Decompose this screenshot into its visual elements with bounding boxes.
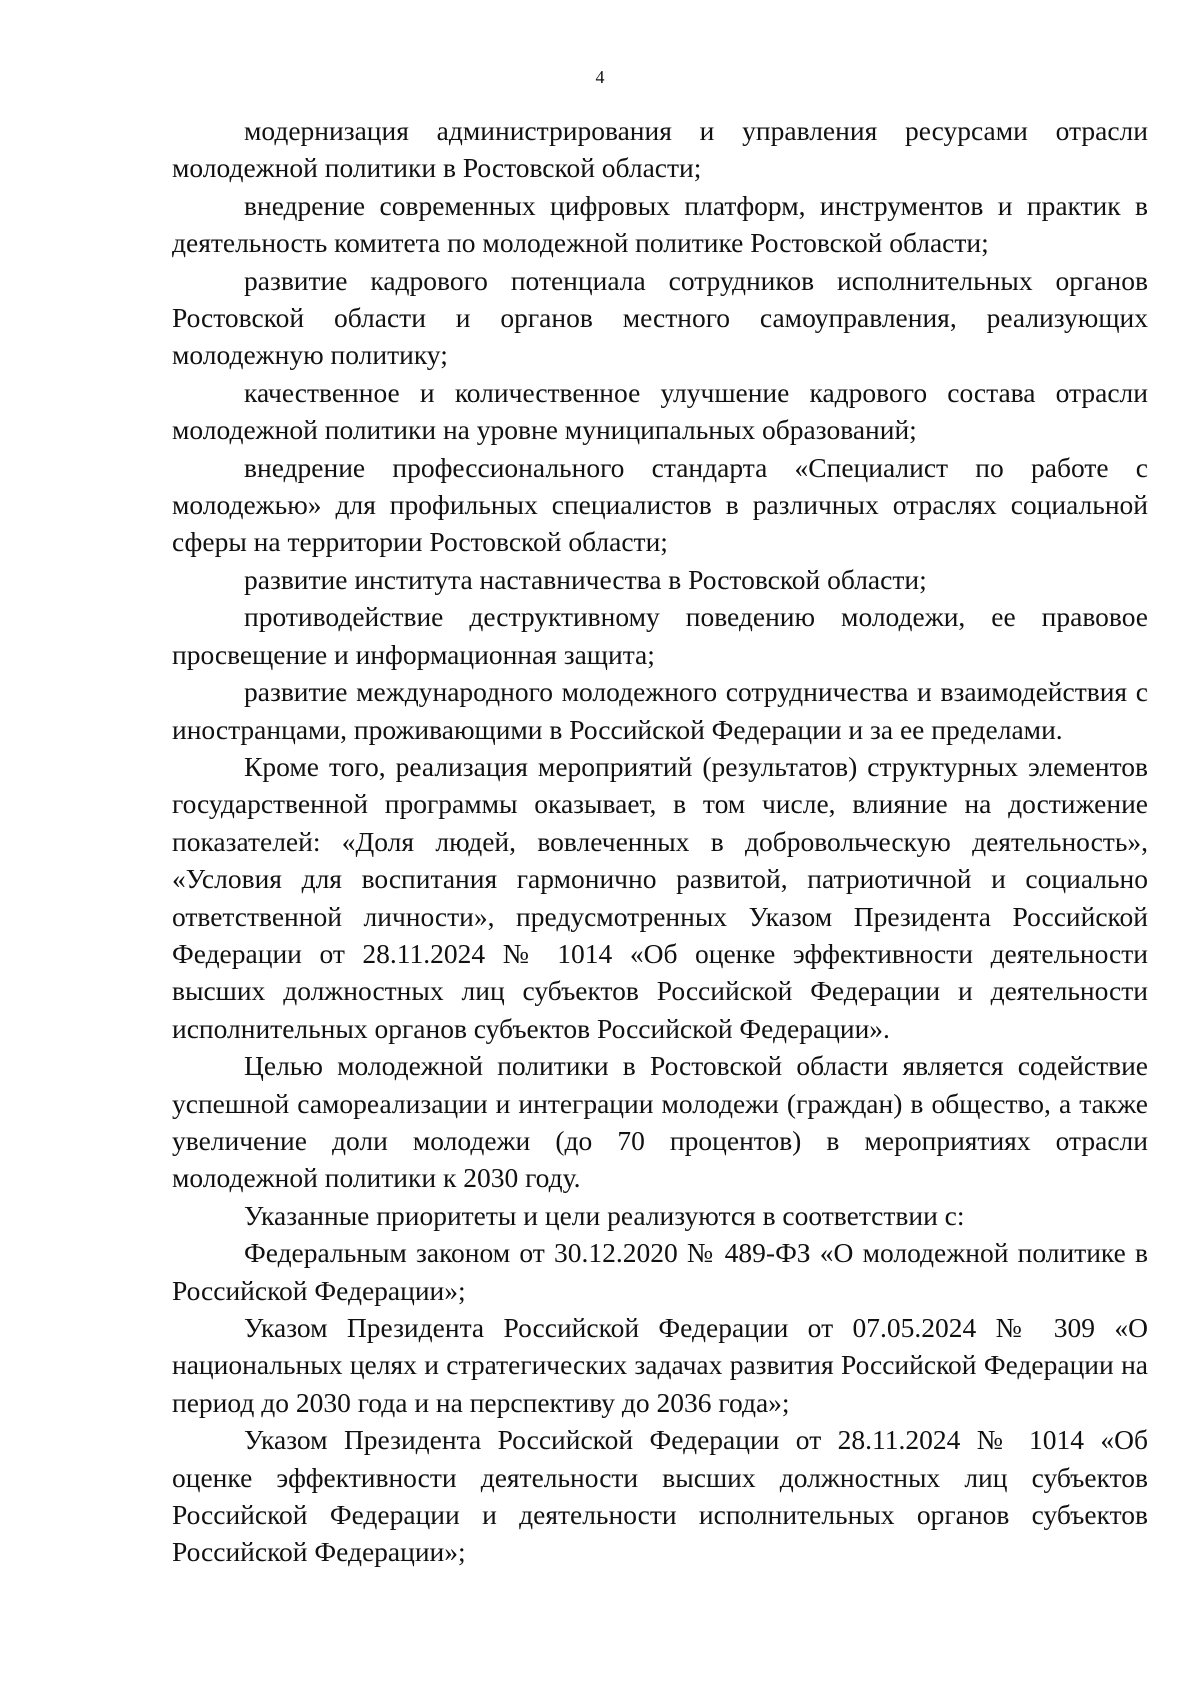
paragraph-digital-platforms: внедрение современных цифровых платформ, инструментов и практик в деятельность комитета по молодежной политике Ростовской области; xyxy=(172,189,1148,259)
paragraph-mentorship: развитие института наставничества в Ростовской области; xyxy=(244,563,927,595)
paragraph-indicators-influence: Кроме того, реализация мероприятий (результатов) структурных элементов государственной программы оказывает, в том числе, влияние на достижение показателей: «Доля людей, вовлеченных в добровольческую деятельность», «Условия для воспитания гармонично развитой, патриотичной и социально ответственной личности», предусмотренных Указом Президента Российской Федерации от 28.11.2024 № 1014 «Об оценке эффективности деятельности высших должностных лиц субъектов Российской Федерации и деятельности исполнительных органов субъектов Российской Федерации». xyxy=(172,750,1148,1044)
paragraph-admin-modernization: модернизация администрирования и управления ресурсами отрасли молодежной политики в Ростовской области; xyxy=(172,115,1148,184)
page-number: 4 xyxy=(595,67,605,87)
paragraph-international-cooperation: развитие международного молодежного сотрудничества и взаимодействия с иностранцами, проживающими в Российской Федерации и за ее пределами. xyxy=(172,676,1148,745)
paragraph-decree-309: Указом Президента Российской Федерации от 07.05.2024 № 309 «О национальных целях и стратегических задачах развития Российской Федерации на период до 2030 года и на перспективу до 2036 года»; xyxy=(172,1312,1148,1418)
paragraph-personnel-potential: развитие кадрового потенциала сотрудников исполнительных органов Ростовской области и органов местного самоуправления, реализующих молодежную политику; xyxy=(172,264,1148,371)
paragraph-destructive-behavior: противодействие деструктивному поведению молодежи, ее правовое просвещение и информационная защита; xyxy=(172,601,1148,670)
document-body xyxy=(172,112,1148,1571)
paragraph-policy-goal: Целью молодежной политики в Ростовской области является содействие успешной самореализации и интеграции молодежи (граждан) в общество, а также увеличение доли молодежи (до 70 процентов) в мероприятиях отрасли молодежной политики к 2030 году. xyxy=(172,1050,1148,1194)
paragraph-priorities-basis: Указанные приоритеты и цели реализуются в соответствии с: xyxy=(244,1199,965,1231)
paragraph-personnel-improvement: качественное и количественное улучшение кадрового состава отрасли молодежной политики на уровне муниципальных образований; xyxy=(172,376,1148,446)
paragraph-federal-law-489: Федеральным законом от 30.12.2020 № 489-ФЗ «О молодежной политике в Российской Федерации»; xyxy=(172,1237,1148,1306)
paragraph-professional-standard: внедрение профессионального стандарта «Специалист по работе с молодежью» для профильных специалистов в различных отраслях социальной сферы на территории Ростовской области; xyxy=(172,451,1148,558)
paragraph-decree-1014: Указом Президента Российской Федерации от 28.11.2024 № 1014 «Об оценке эффективности деятельности высших должностных лиц субъектов Российской Федерации и деятельности исполнительных органов субъектов Российской Федерации»; xyxy=(172,1424,1148,1568)
